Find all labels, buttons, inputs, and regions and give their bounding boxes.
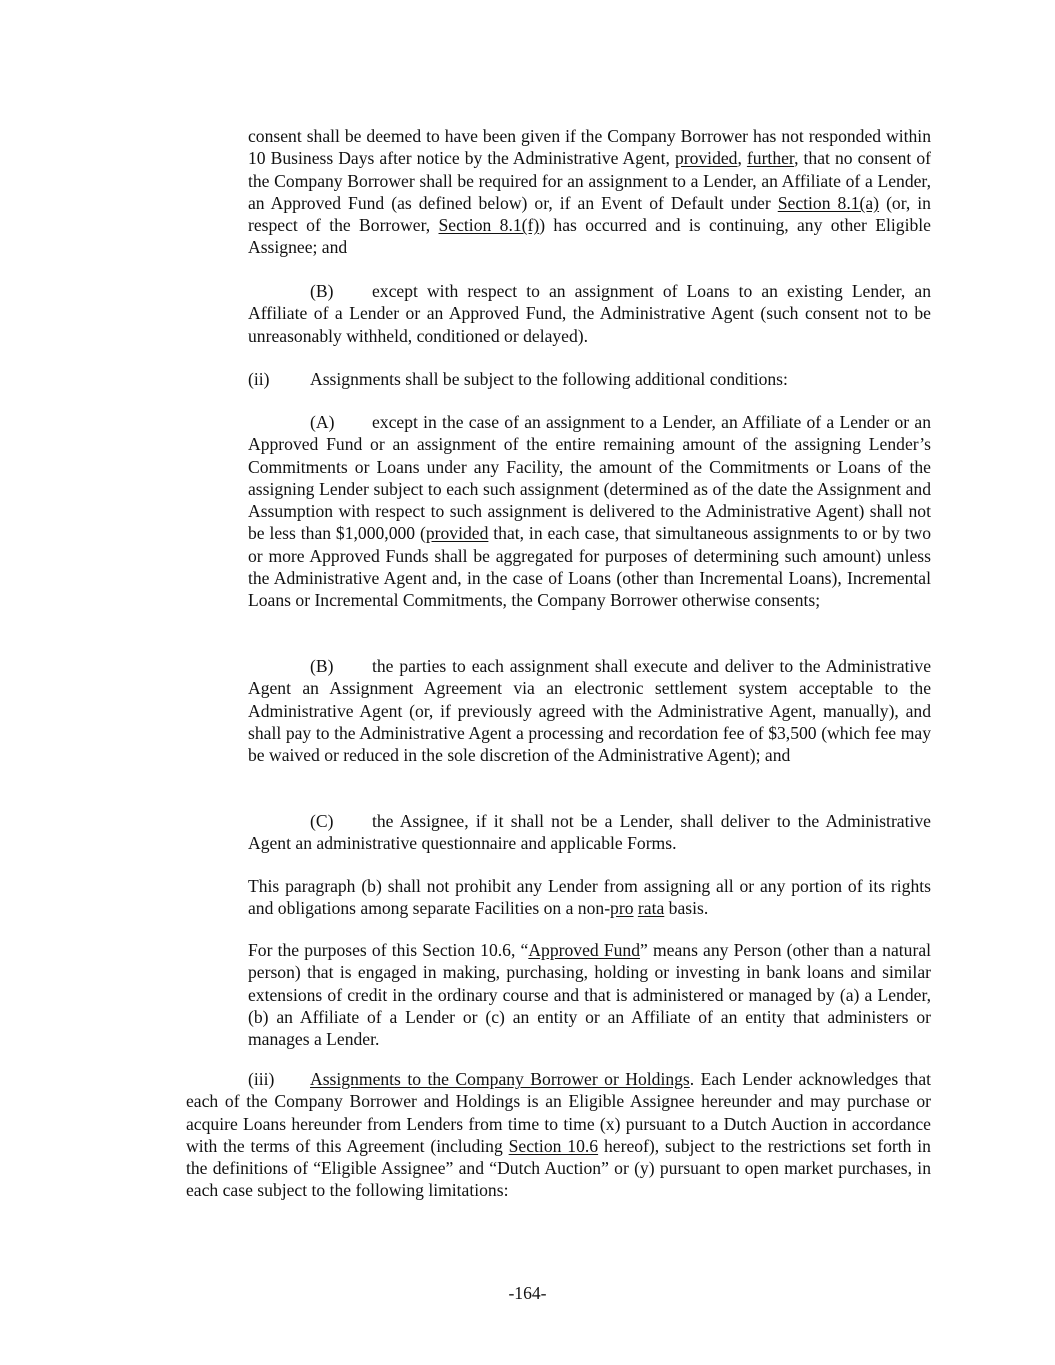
paragraph-c-assignee-questionnaire: (C) the Assignee, if it shall not be a Lender, shall deliver to the Administrative Agent an administrative questionnaire and applicable Forms. [248, 811, 931, 854]
provided-term: provided [425, 523, 489, 544]
clause-label: (ii) [248, 369, 270, 389]
page-number: -164- [508, 1283, 547, 1303]
paragraph-a-minimum-amount: (A) except in the case of an assignment to a Lender, an Affiliate of a Lender or an Approved Fund or an assignment of the entire remaining amount of the assigning Lender’s Commitments or Loans under any Facility, the amount of the Commitments or Loans of the assigning Lender subject to each such assignment (determined as of the date the Assignment and Assumption with respect to such assignment is delivered to the Administrative Agent) shall not be less than $1,000,000 (provided that, in each case, that simultaneous assignments to or by two or more Approved Funds shall be aggregated for purposes of determining such amount) unless the Administrative Agent and, in the case of Loans (other than Incremental Loans), Incremental Loans or Incremental Commitments, the Company Borrower otherwise consents; [248, 412, 931, 611]
clause-label: (iii) [248, 1069, 275, 1089]
section-8-1f-reference: Section 8.1(f) [438, 215, 540, 236]
paragraph-consent-continuation: consent shall be deemed to have been given if the Company Borrower has not responded within 10 Business Days after notice by the Administrative Agent, provided, further, that no consent of the Company Borrower shall be required for an assignment to a Lender, an Affiliate of a Lender, an Approved Fund (as defined below) or, if an Event of Default under Section 8.1(a) (or, in respect of the Borrower, Section 8.1(f)) has occurred and is continuing, any other Eligible Assignee; and [248, 126, 932, 258]
pro-term: pro [610, 898, 634, 919]
paragraph-iii-assignments-to-company: (iii) Assignments to the Company Borrower or Holdings. Each Lender acknowledges that each of the Company Borrower and Holdings is an Eligible Assignee hereunder and may purchase or acquire Loans hereunder from Lenders from time to time (x) pursuant to a Dutch Auction in accordance with the terms of this Agreement (including Section 10.6 hereof), subject to the restrictions set forth in the definitions of “Eligible Assignee” and “Dutch Auction” or (y) pursuant to open market purchases, in each case subject to the following limitations: [186, 1069, 932, 1201]
clause-label: (A) [310, 412, 335, 432]
assignments-heading: Assignments to the Company Borrower or Holdings [310, 1069, 690, 1089]
further-term: further [746, 148, 795, 169]
paragraph-ii-additional-conditions: (ii) Assignments shall be subject to the following additional conditions: [248, 369, 788, 389]
approved-fund-term: Approved Fund [528, 940, 641, 960]
paragraph-b-admin-agent-consent: (B) except with respect to an assignment of Loans to an existing Lender, an Affiliate of a Lender or an Approved Fund, the Administrative Agent (such consent not to be unreasonably withheld, conditioned or delayed). [248, 281, 931, 346]
paragraph-approved-fund-definition: For the purposes of this Section 10.6, “Approved Fund” means any Person (other than a natural person) that is engaged in making, purchasing, holding or investing in bank loans and similar extensions of credit in the ordinary course and that is administered or managed by (a) a Lender, (b) an Affiliate of a Lender or (c) an entity or an Affiliate of an entity that administers or manages a Lender. [248, 940, 932, 1050]
clause-label: (B) [310, 281, 334, 301]
paragraph-b-assignment-agreement: (B) the parties to each assignment shall execute and deliver to the Administrative Agent an Assignment Agreement via an electronic settlement system acceptable to the Administrative Agent (or, if previously agreed with the Administrative Agent, manually), and shall pay to the Administrative Agent a processing and recordation fee of $3,500 (which fee may be waived or reduced in the sole discretion of the Administrative Agent); and [248, 656, 931, 766]
section-8-1a-reference: Section 8.1(a) [777, 192, 880, 213]
clause-label: (B) [310, 656, 334, 676]
provided-term: provided [674, 148, 738, 169]
paragraph-non-pro-rata: This paragraph (b) shall not prohibit any Lender from assigning all or any portion of its rights and obligations among separate Facilities on a non-pro rata basis. [248, 876, 931, 919]
rata-term: rata [637, 898, 665, 919]
section-10-6-reference: Section 10.6 [508, 1135, 599, 1156]
clause-label: (C) [310, 811, 334, 831]
